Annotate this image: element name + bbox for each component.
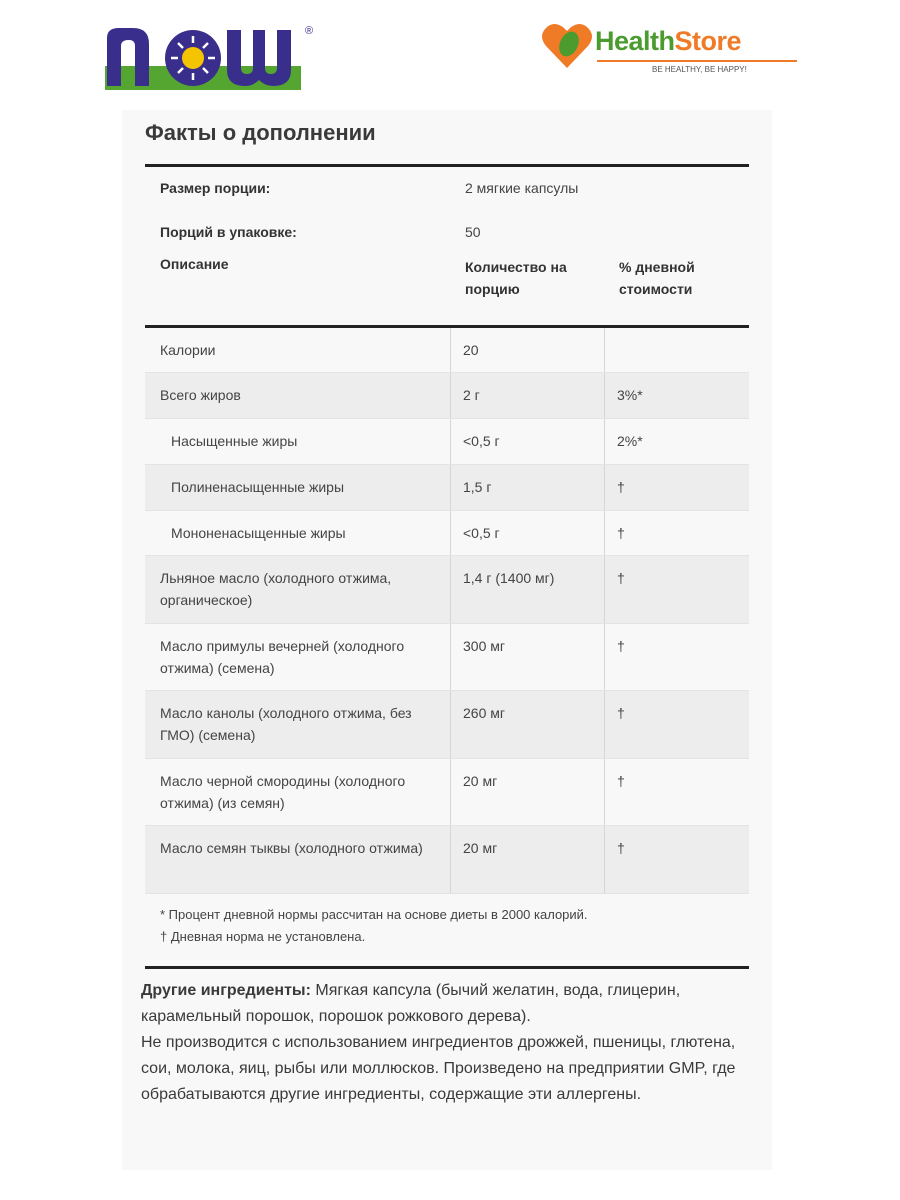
facts-bottom-rule bbox=[145, 966, 749, 969]
row-amount: 20 мг bbox=[450, 759, 604, 825]
serving-size-label: Размер порции: bbox=[160, 180, 271, 196]
row-amount: 1,4 г (1400 мг) bbox=[450, 556, 604, 623]
other-ingredients bbox=[141, 978, 761, 1108]
row-dv: † bbox=[604, 624, 749, 690]
facts-title: Факты о дополнении bbox=[145, 120, 376, 145]
row-amount: <0,5 г bbox=[450, 511, 604, 555]
row-name: Льняное масло (холодного отжима, органическое) bbox=[160, 570, 392, 608]
footnote-dv: * Процент дневной нормы рассчитан на основе диеты в 2000 калорий. bbox=[160, 907, 588, 922]
row-dv: 3%* bbox=[604, 373, 749, 418]
row-name: Масло канолы (холодного отжима, без ГМО) (семена) bbox=[160, 705, 412, 743]
table-row bbox=[145, 691, 749, 759]
row-amount: 300 мг bbox=[450, 624, 604, 690]
table-row bbox=[145, 511, 749, 556]
table-row bbox=[145, 465, 749, 511]
other-ingredients-label: Другие ингредиенты: bbox=[141, 982, 311, 999]
healthstore-logo bbox=[540, 20, 810, 80]
row-dv: † bbox=[604, 691, 749, 758]
registered-mark: ® bbox=[305, 25, 314, 37]
row-name: Всего жиров bbox=[160, 387, 241, 403]
healthstore-name-first: Health bbox=[595, 26, 675, 56]
servings-row bbox=[145, 211, 749, 255]
table-row bbox=[145, 759, 749, 826]
row-name: Мононенасыщенные жиры bbox=[171, 525, 346, 541]
serving-size-row bbox=[145, 167, 749, 211]
table-header bbox=[145, 255, 749, 325]
other-ingredients-paragraph bbox=[141, 978, 761, 1030]
other-ingredients-text: Мягкая капсула (бычий желатин, вода, глицерин, карамельный порошок, порошок рожкового дерева). bbox=[141, 982, 681, 1025]
row-amount: <0,5 г bbox=[450, 419, 604, 464]
heart-icon bbox=[540, 20, 594, 72]
row-name: Масло семян тыквы (холодного отжима) bbox=[160, 840, 423, 856]
row-name: Полиненасыщенные жиры bbox=[171, 479, 345, 495]
row-dv: † bbox=[604, 556, 749, 623]
row-amount: 260 мг bbox=[450, 691, 604, 758]
header-description: Описание bbox=[160, 256, 229, 272]
row-amount: 20 мг bbox=[450, 826, 604, 893]
table-row bbox=[145, 328, 749, 373]
table-row bbox=[145, 419, 749, 465]
row-name: Масло черной смородины (холодного отжима) (из семян) bbox=[160, 773, 406, 811]
row-dv: † bbox=[604, 759, 749, 825]
row-dv: † bbox=[604, 511, 749, 555]
supplement-facts bbox=[145, 118, 749, 969]
row-amount: 1,5 г bbox=[450, 465, 604, 510]
table-row bbox=[145, 624, 749, 691]
healthstore-tagline: BE HEALTHY, BE HAPPY! bbox=[652, 65, 747, 74]
row-dv: † bbox=[604, 465, 749, 510]
footnote-dagger: † Дневная норма не установлена. bbox=[160, 929, 366, 944]
row-amount: 20 bbox=[450, 328, 604, 372]
now-logo bbox=[105, 20, 320, 95]
healthstore-name-second: Store bbox=[674, 26, 742, 56]
serving-size-value: 2 мягкие капсулы bbox=[465, 180, 579, 196]
allergen-statement: Не производится с использованием ингредиентов дрожжей, пшеницы, глютена, сои, молока, яиц, рыбы или моллюсков. Произведено на предприятии GMP, где обрабатываются другие ингредиенты, содержащие эти аллергены. bbox=[141, 1034, 736, 1103]
row-name: Калории bbox=[160, 342, 216, 358]
row-dv bbox=[604, 328, 749, 372]
healthstore-underline bbox=[597, 60, 797, 62]
servings-value: 50 bbox=[465, 224, 481, 240]
table-row bbox=[145, 373, 749, 419]
row-dv: † bbox=[604, 826, 749, 893]
row-amount: 2 г bbox=[450, 373, 604, 418]
table-row bbox=[145, 826, 749, 894]
row-dv: 2%* bbox=[604, 419, 749, 464]
row-name: Насыщенные жиры bbox=[171, 433, 298, 449]
table-row bbox=[145, 556, 749, 624]
servings-label: Порций в упаковке: bbox=[160, 224, 297, 240]
row-name: Масло примулы вечерней (холодного отжима) (семена) bbox=[160, 638, 405, 676]
header-dv: % дневной стоимости bbox=[619, 259, 695, 297]
healthstore-name bbox=[595, 26, 741, 57]
header-amount: Количество на порцию bbox=[465, 259, 567, 297]
